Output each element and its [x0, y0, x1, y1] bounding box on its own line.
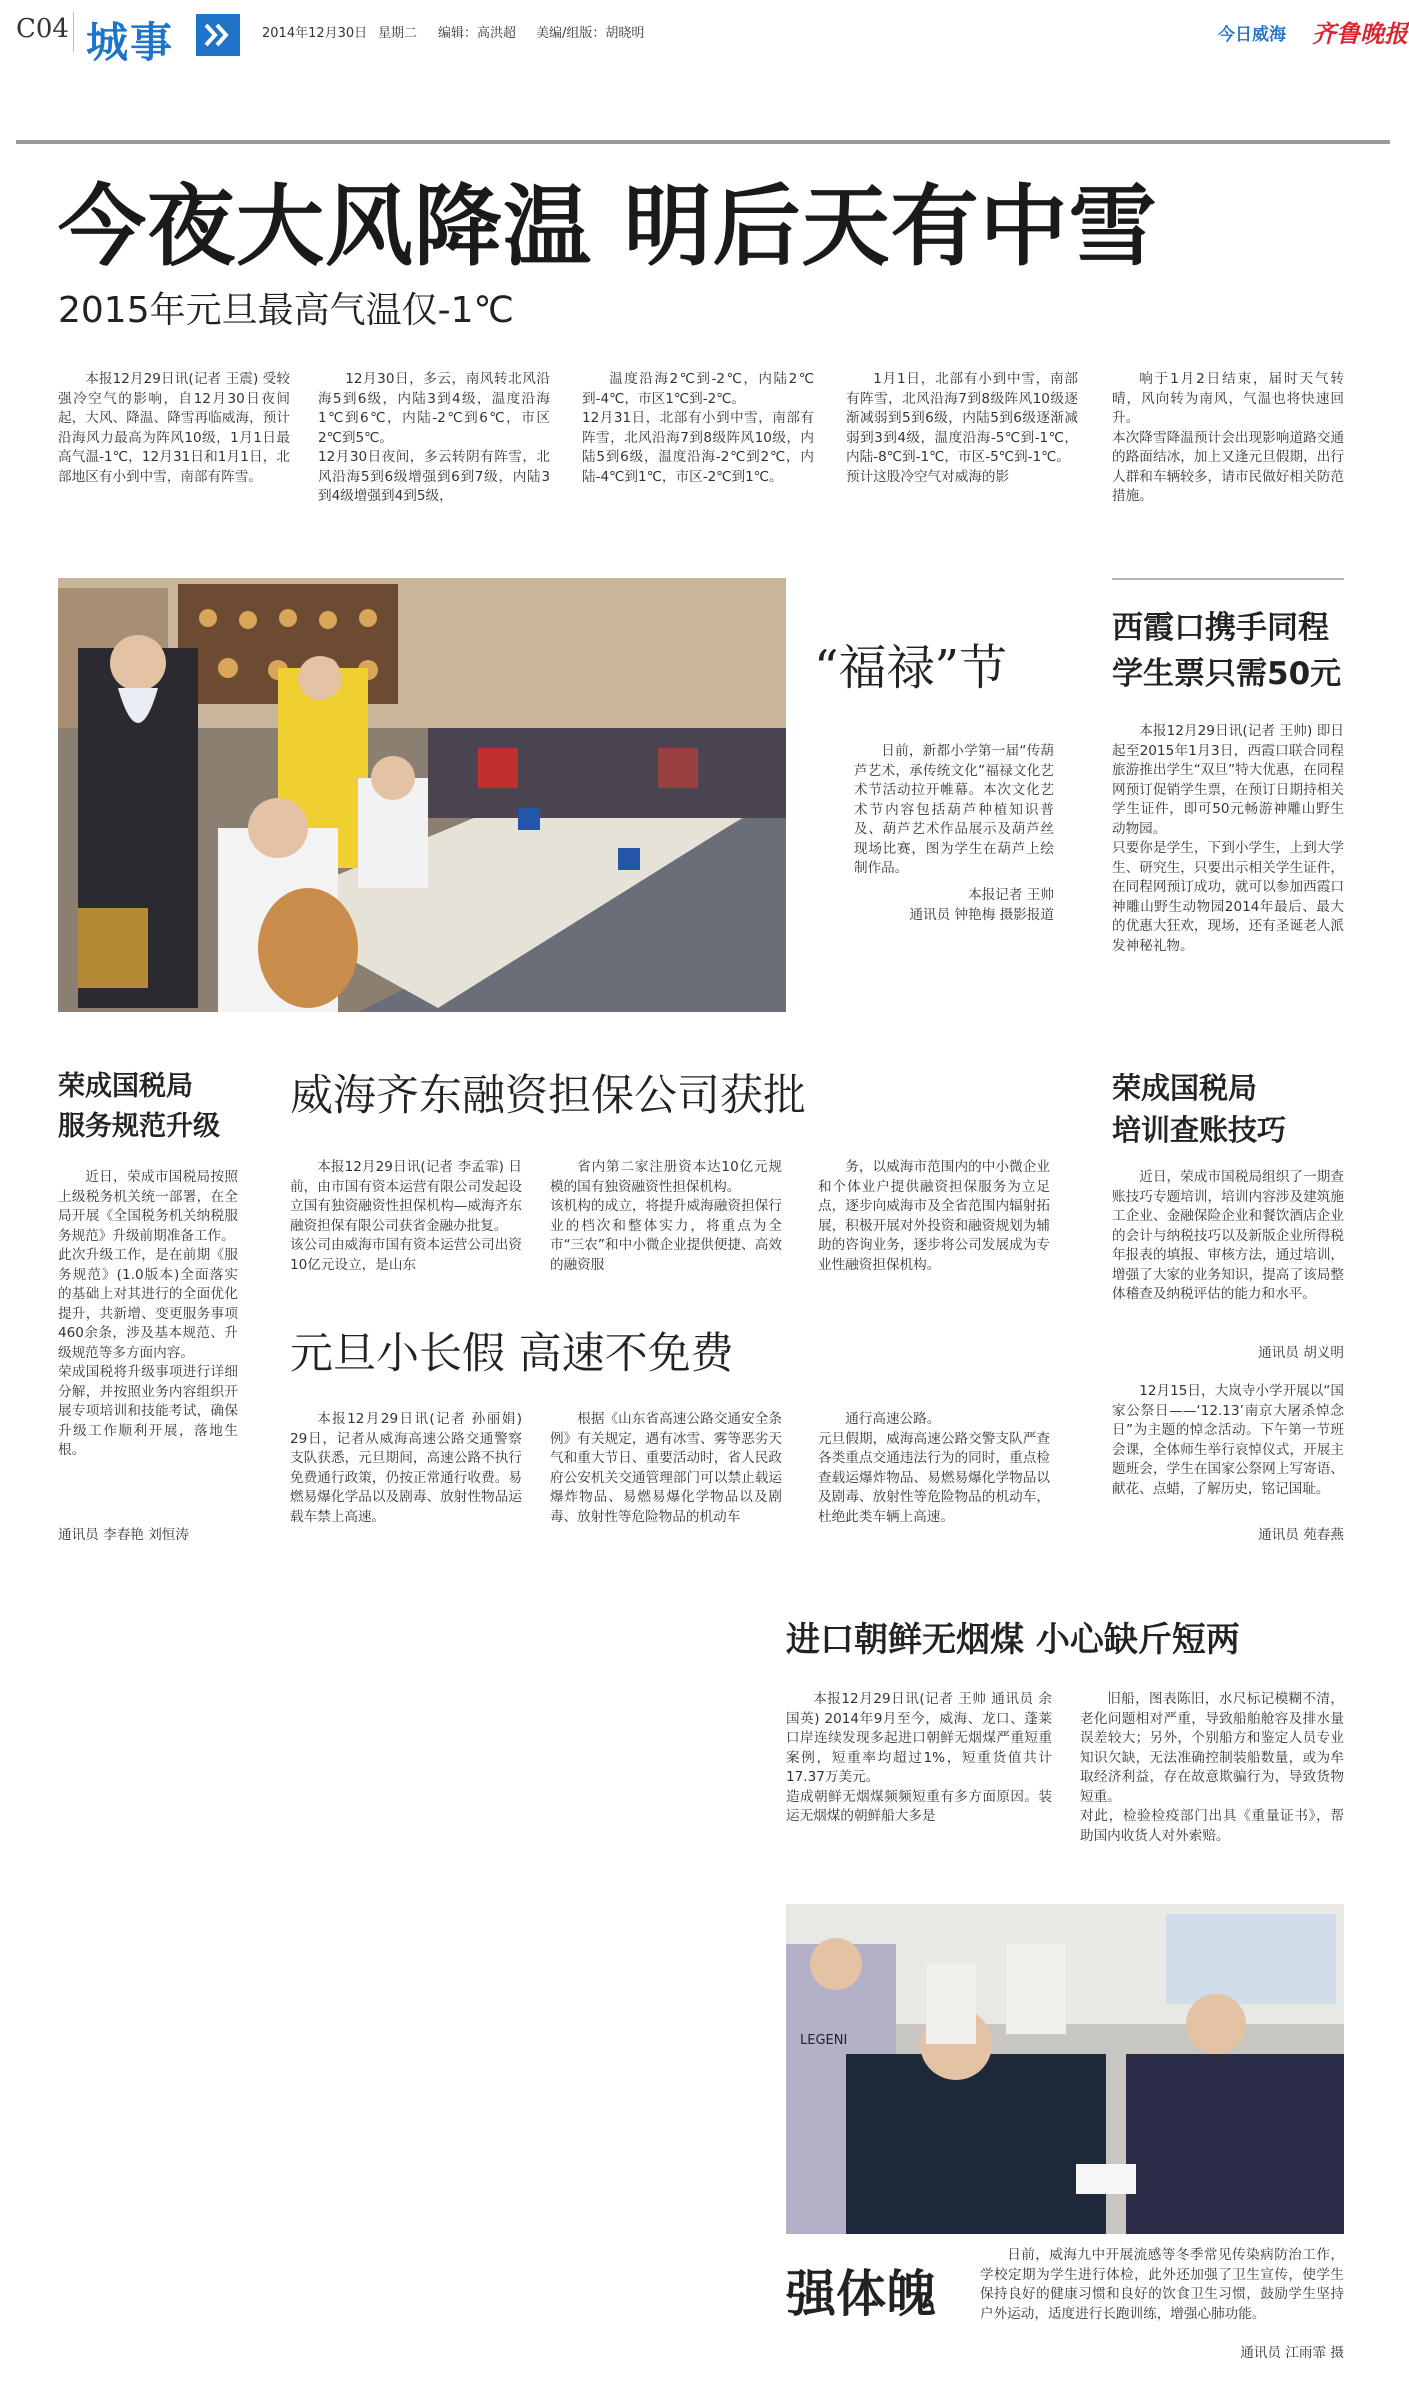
double-chevron-right-icon: [196, 14, 240, 56]
xixiakou-title-line1: 西霞口携手同程: [1112, 610, 1329, 646]
xixiakou-body: 本报12月29日讯(记者 王帅) 即日起至2015年1月3日，西霞口联合同程旅游推出学生“双旦”特大优惠，在同程网预订促销学生票，在预订日期持相关学生证件，即可50元畅游神雕山野生动物园。 只要你是学生，下到小学生，上到大学生、研究生，只要出示相关学生证件，在同程网预订成功，就可以参加西霞口神雕山野生动物园2014年最后、最大的优惠大狂欢，现场，还有圣诞老人派发神秘礼物。: [1112, 723, 1344, 954]
header-art-editor: 美编/组版：胡晓明: [536, 26, 645, 41]
header-divider: [73, 12, 74, 52]
lead-column-2: 12月30日，多云，南风转北风沿海5到6级，内陆3到4级，温度沿海1℃到6℃，内陆-2℃到6℃，市区2℃到5℃。 12月30日夜间，多云转阴有阵雪，北风沿海5到6级增强到6到7级，内陆3到4级增强到4到5级，: [318, 371, 550, 504]
page-number: C04: [16, 14, 69, 44]
gaosu-column-3: 通行高速公路。 元旦假期，威海高速公路交警支队严查各类重点交通违法行为的同时，重点检查载运爆炸物品、易燃易爆化学物品以及剧毒、放射性等危险物品的机动车，杜绝此类车辆上高速。: [818, 1411, 1050, 1525]
rongcheng-tax-right-title-1: 荣成国税局: [1112, 1071, 1258, 1105]
rongcheng-tax-left-credit: 通讯员 李春艳 刘恒涛: [58, 1527, 189, 1543]
shirt-print-text: LEGENI: [800, 2033, 848, 2048]
header-rule: [16, 140, 1390, 144]
rongcheng-tax-left-body: 近日，荣成市国税局按照上级税务机关统一部署，在全局开展《全国税务机关纳税服务规范》升级前期准备工作。 此次升级工作，是在前期《服务规范》(1.0版本)全面落实的基础上对其进行的全面优化提升，共新增、变更服务事项460余条，涉及基本规范、升级规范等多方面内容。 荣成国税将升级事项进行详细分解，并按照业务内容组织开展专项培训和技能考试，确保升级工作顺利开展，落地生根。: [58, 1169, 238, 1458]
yanmei-column-2: 旧船，图表陈旧，水尺标记模糊不清，老化问题相对严重，导致船舶舱容及排水量误差较大；另外，个别船方和鉴定人员专业知识欠缺，无法准确控制装船数量，或为牟取经济利益，存在故意欺骗行为，导致货物短重。 对此，检验检疫部门出具《重量证书》，帮助国内收货人对外索赔。: [1080, 1691, 1344, 1844]
rongcheng-tax-right-body: 近日，荣成市国税局组织了一期查账技巧专题培训，培训内容涉及建筑施工企业、金融保险企业和餐饮酒店企业的会计与纳税技巧以及新版企业所得税年报表的填报、审核方法，通过培训，增强了大家的业务知识，提高了该局整体稽查及纳税评估的能力和水平。: [1112, 1169, 1344, 1302]
rongcheng-tax-right-credit: 通讯员 胡义明: [1258, 1345, 1344, 1361]
edition-name: 今日威海: [1218, 25, 1286, 45]
health-check-photo: [786, 1904, 1344, 2234]
header-editor: 编辑：高洪超: [438, 26, 517, 41]
gourd-festival-photo: [58, 578, 786, 1012]
fulu-credit-photo: 通讯员 钟艳梅 摄影报道: [909, 907, 1054, 923]
gaosu-headline: 元旦小长假 高速不免费: [290, 1329, 734, 1379]
section-title: 城事: [86, 18, 175, 67]
fulu-title: “福禄”节: [814, 640, 1008, 696]
lead-column-4: 1月1日，北部有小到中雪，南部有阵雪，北风沿海7到8级阵风10级逐渐减弱到5到6级，内陆5到6级逐渐减弱到3到4级，温度沿海-5℃到-1℃，内陆-8℃到-1℃，市区-5℃到-1℃。 预计这股冷空气对威海的影: [846, 371, 1078, 485]
xixiakou-title-line2: 学生票只需50元: [1112, 656, 1342, 692]
memorial-day-credit: 通讯员 苑春燕: [1258, 1527, 1344, 1543]
lead-column-3: 温度沿海2℃到-2℃，内陆2℃到-4℃，市区1℃到-2℃。 12月31日，北部有小到中雪，南部有阵雪，北风沿海7到8级阵风10级，内陆5到6级，温度沿海-2℃到2℃，内陆-4℃到1℃，市区-2℃到1℃。: [582, 371, 814, 485]
xixiakou-top-rule: [1112, 578, 1344, 580]
gaosu-column-1: 本报12月29日讯(记者 孙丽娟) 29日，记者从威海高速公路交通警察支队获悉，元旦期间，高速公路不执行免费通行政策，仍按正常通行收费。易燃易爆化学品以及剧毒、放射性物品运载车禁上高速。: [290, 1411, 522, 1525]
header-weekday: 星期二: [378, 26, 418, 41]
rongzi-headline: 威海齐东融资担保公司获批: [290, 1071, 806, 1121]
rongcheng-tax-right-title-2: 培训查账技巧: [1112, 1113, 1287, 1147]
rongcheng-tax-left-title-2: 服务规范升级: [58, 1111, 220, 1142]
fulu-caption: 日前，新都小学第一届“传葫芦艺术，承传统文化”福禄文化艺术节活动拉开帷幕。本次文化艺术节内容包括葫芦种植知识普及、葫芦艺术作品展示及葫芦丝现场比赛，图为学生在葫芦上绘制作品。: [854, 743, 1054, 876]
header-date: 2014年12月30日: [262, 26, 368, 41]
lead-column-5: 响于1月2日结束，届时天气转晴，风向转为南风，气温也将快速回升。 本次降雪降温预计会出现影响道路交通的路面结冰，加上又逢元旦假期，出行人群和车辆较多，请市民做好相关防范措施。: [1112, 371, 1344, 504]
rongzi-column-3: 务，以威海市范围内的中小微企业和个体业户提供融资担保服务为立足点，逐步向威海市及全省范围内辐射拓展，积极开展对外投资和融资规划为辅助的咨询业务，逐步将公司发展成为专业性融资担保机构。: [818, 1159, 1050, 1273]
yanmei-column-1: 本报12月29日讯(记者 王帅 通讯员 余国英) 2014年9月至今，威海、龙口、蓬莱口岸连续发现多起进口朝鲜无烟煤严重短重案例，短重率均超过1%，短重货值共计17.37万美元。 造成朝鲜无烟煤频频短重有多方面原因。装运无烟煤的朝鲜船大多是: [786, 1691, 1052, 1824]
fulu-credit-reporter: 本报记者 王帅: [968, 887, 1054, 903]
rongcheng-tax-left-title-1: 荣成国税局: [58, 1071, 193, 1102]
rongzi-column-1: 本报12月29日讯(记者 李孟霏) 日前，由市国有资本运营有限公司发起设立国有独资融资性担保机构—威海齐东融资担保有限公司获省金融办批复。 该公司由威海市国有资本运营公司出资10亿元设立，是山东: [290, 1159, 522, 1273]
lead-column-1: 本报12月29日讯(记者 王震) 受较强冷空气的影响，自12月30日夜间起，大风、降温、降雪再临威海，预计沿海风力最高为阵风10级，1月1日最高气温-1℃，12月31日和1月1日，北部地区有小到中雪，南部有阵雪。: [58, 371, 290, 485]
qiangtipo-credit: 通讯员 江雨霏 摄: [1240, 2345, 1344, 2361]
yanmei-headline: 进口朝鲜无烟煤 小心缺斤短两: [786, 1620, 1240, 1660]
lead-subhead: 2015年元旦最高气温仅-1℃: [58, 290, 514, 331]
rongzi-column-2: 省内第二家注册资本达10亿元规模的国有独资融资性担保机构。 该机构的成立，将提升威海融资担保行业的档次和整体实力，将重点为全市“三农”和中小微企业提供便捷、高效的融资服: [550, 1159, 782, 1273]
qiangtipo-title: 强体魄: [786, 2264, 936, 2323]
newspaper-logo: 齐鲁晚报: [1312, 19, 1408, 48]
gaosu-column-2: 根据《山东省高速公路交通安全条例》有关规定，遇有冰雪、雾等恶劣天气和重大节日、重要活动时，省人民政府公安机关交通管理部门可以禁止载运爆炸物品、易燃易爆化学物品以及剧毒、放射性等危险物品的机动车: [550, 1411, 782, 1525]
memorial-day-body: 12月15日，大岚寺小学开展以“国家公祭日——‘12.13’南京大屠杀悼念日”为主题的悼念活动。下午第一节班会课，全体师生举行哀悼仪式，开展主题班会，学生在国家公祭网上写寄语、献花、点蜡，了解历史，铭记国耻。: [1112, 1383, 1344, 1497]
lead-headline: 今夜大风降温 明后天有中雪: [58, 174, 1158, 278]
qiangtipo-caption: 日前，威海九中开展流感等冬季常见传染病防治工作，学校定期为学生进行体检，此外还加强了卫生宣传，使学生保持良好的健康习惯和良好的饮食卫生习惯，鼓励学生坚持户外运动，适度进行长跑训练，增强心肺功能。: [980, 2247, 1344, 2322]
